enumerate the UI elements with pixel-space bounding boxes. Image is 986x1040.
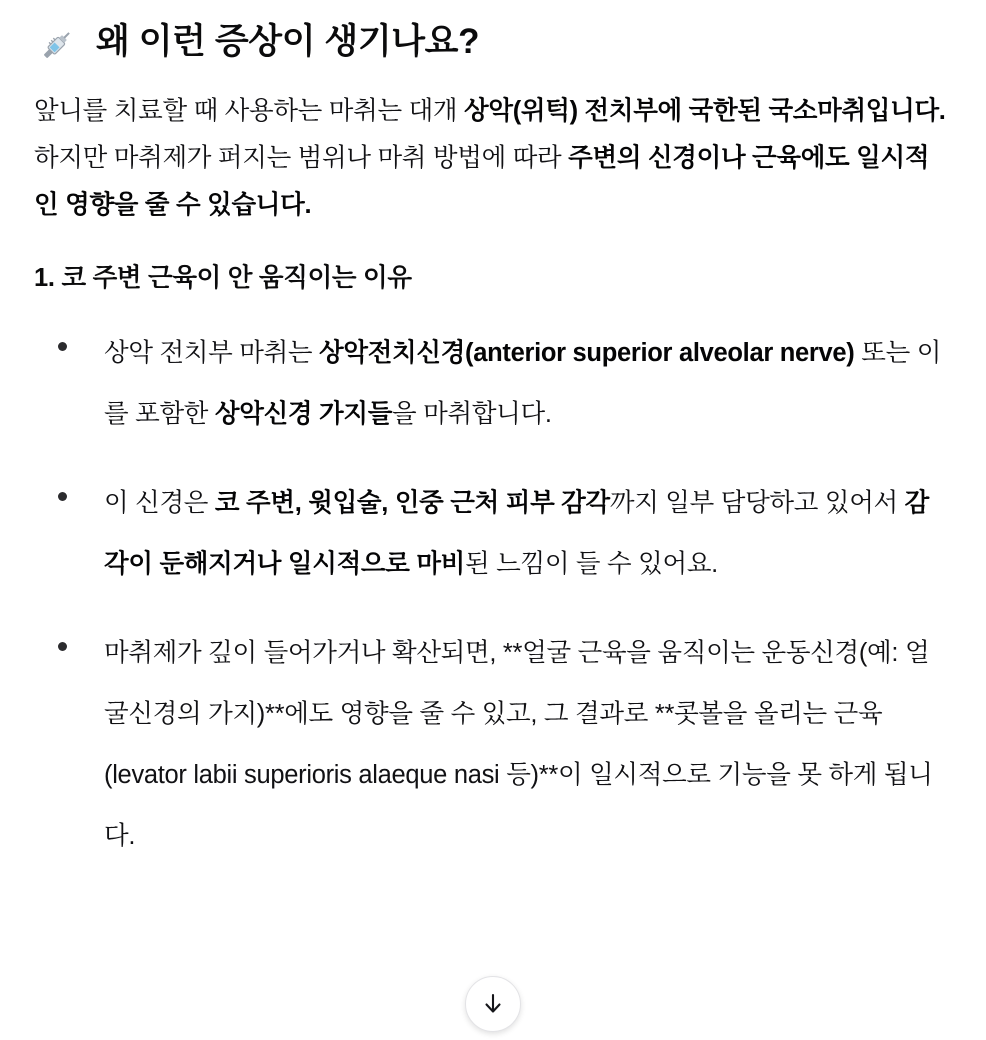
bullet-2-part1: 마취제가 깊이 들어가거나 확산되면, **얼굴 근육을 움직이는 운동신경(예: 얼굴신경의 가지)**에도 영향을 줄 수 있고, 그 결과로 **콧볼을 올리는 근육(levator labii superioris alaeque nasi 등)**이 일시적으로 기능을 못 하게 됩니다.	[104, 639, 933, 850]
bullet-0-bold1: 상악전치신경(anterior superior alveolar nerve)	[319, 339, 855, 367]
bullet-0-part3: 을 마취합니다.	[392, 400, 552, 428]
intro-paragraph	[34, 88, 952, 229]
intro-bold2: 주변의 신경이나 근육에도 일시적인 영향을 줄 수 있습니다.	[34, 144, 930, 219]
bullet-1-bold1: 코 주변, 윗입술, 인중 근처 피부 감각	[214, 489, 610, 517]
list-item-text	[104, 339, 941, 428]
list-item	[34, 623, 952, 867]
page-heading	[34, 20, 952, 68]
syringe-icon	[34, 24, 78, 68]
intro-part2: 하지만 마취제가 퍼지는 범위나 마취 방법에 따라	[34, 144, 569, 172]
bullet-1-part2: 까지 일부 담당하고 있어서	[609, 489, 905, 517]
bullet-dot-icon	[58, 342, 67, 351]
list-item	[34, 473, 952, 595]
intro-part1: 앞니를 치료할 때 사용하는 마취는 대개	[34, 97, 465, 125]
list-item-text	[104, 639, 933, 850]
bullet-0-part2: 또는 이를 포함한	[104, 339, 942, 428]
intro-bold1: 상악(위턱) 전치부에 국한된 국소마취입니다.	[464, 97, 946, 125]
bullet-1-part1: 이 신경은	[104, 489, 215, 517]
list-item-text	[104, 489, 929, 578]
arrow-down-icon	[480, 991, 506, 1017]
list-item	[34, 323, 952, 445]
section-subheading: 1. 코 주변 근육이 안 움직이는 이유	[34, 264, 412, 292]
bullet-0-bold2: 상악신경 가지들	[214, 400, 393, 428]
bullet-list	[34, 323, 952, 867]
bullet-0-part1: 상악 전치부 마취는	[104, 339, 320, 367]
scroll-to-bottom-button[interactable]	[465, 976, 521, 1032]
page-title: 왜 이런 증상이 생기나요?	[96, 22, 480, 61]
bullet-dot-icon	[58, 642, 67, 651]
bullet-1-bold2: 감각이 둔해지거나 일시적으로 마비	[104, 489, 930, 578]
bullet-1-part3: 된 느낌이 들 수 있어요.	[465, 550, 718, 578]
bullet-dot-icon	[58, 492, 67, 501]
